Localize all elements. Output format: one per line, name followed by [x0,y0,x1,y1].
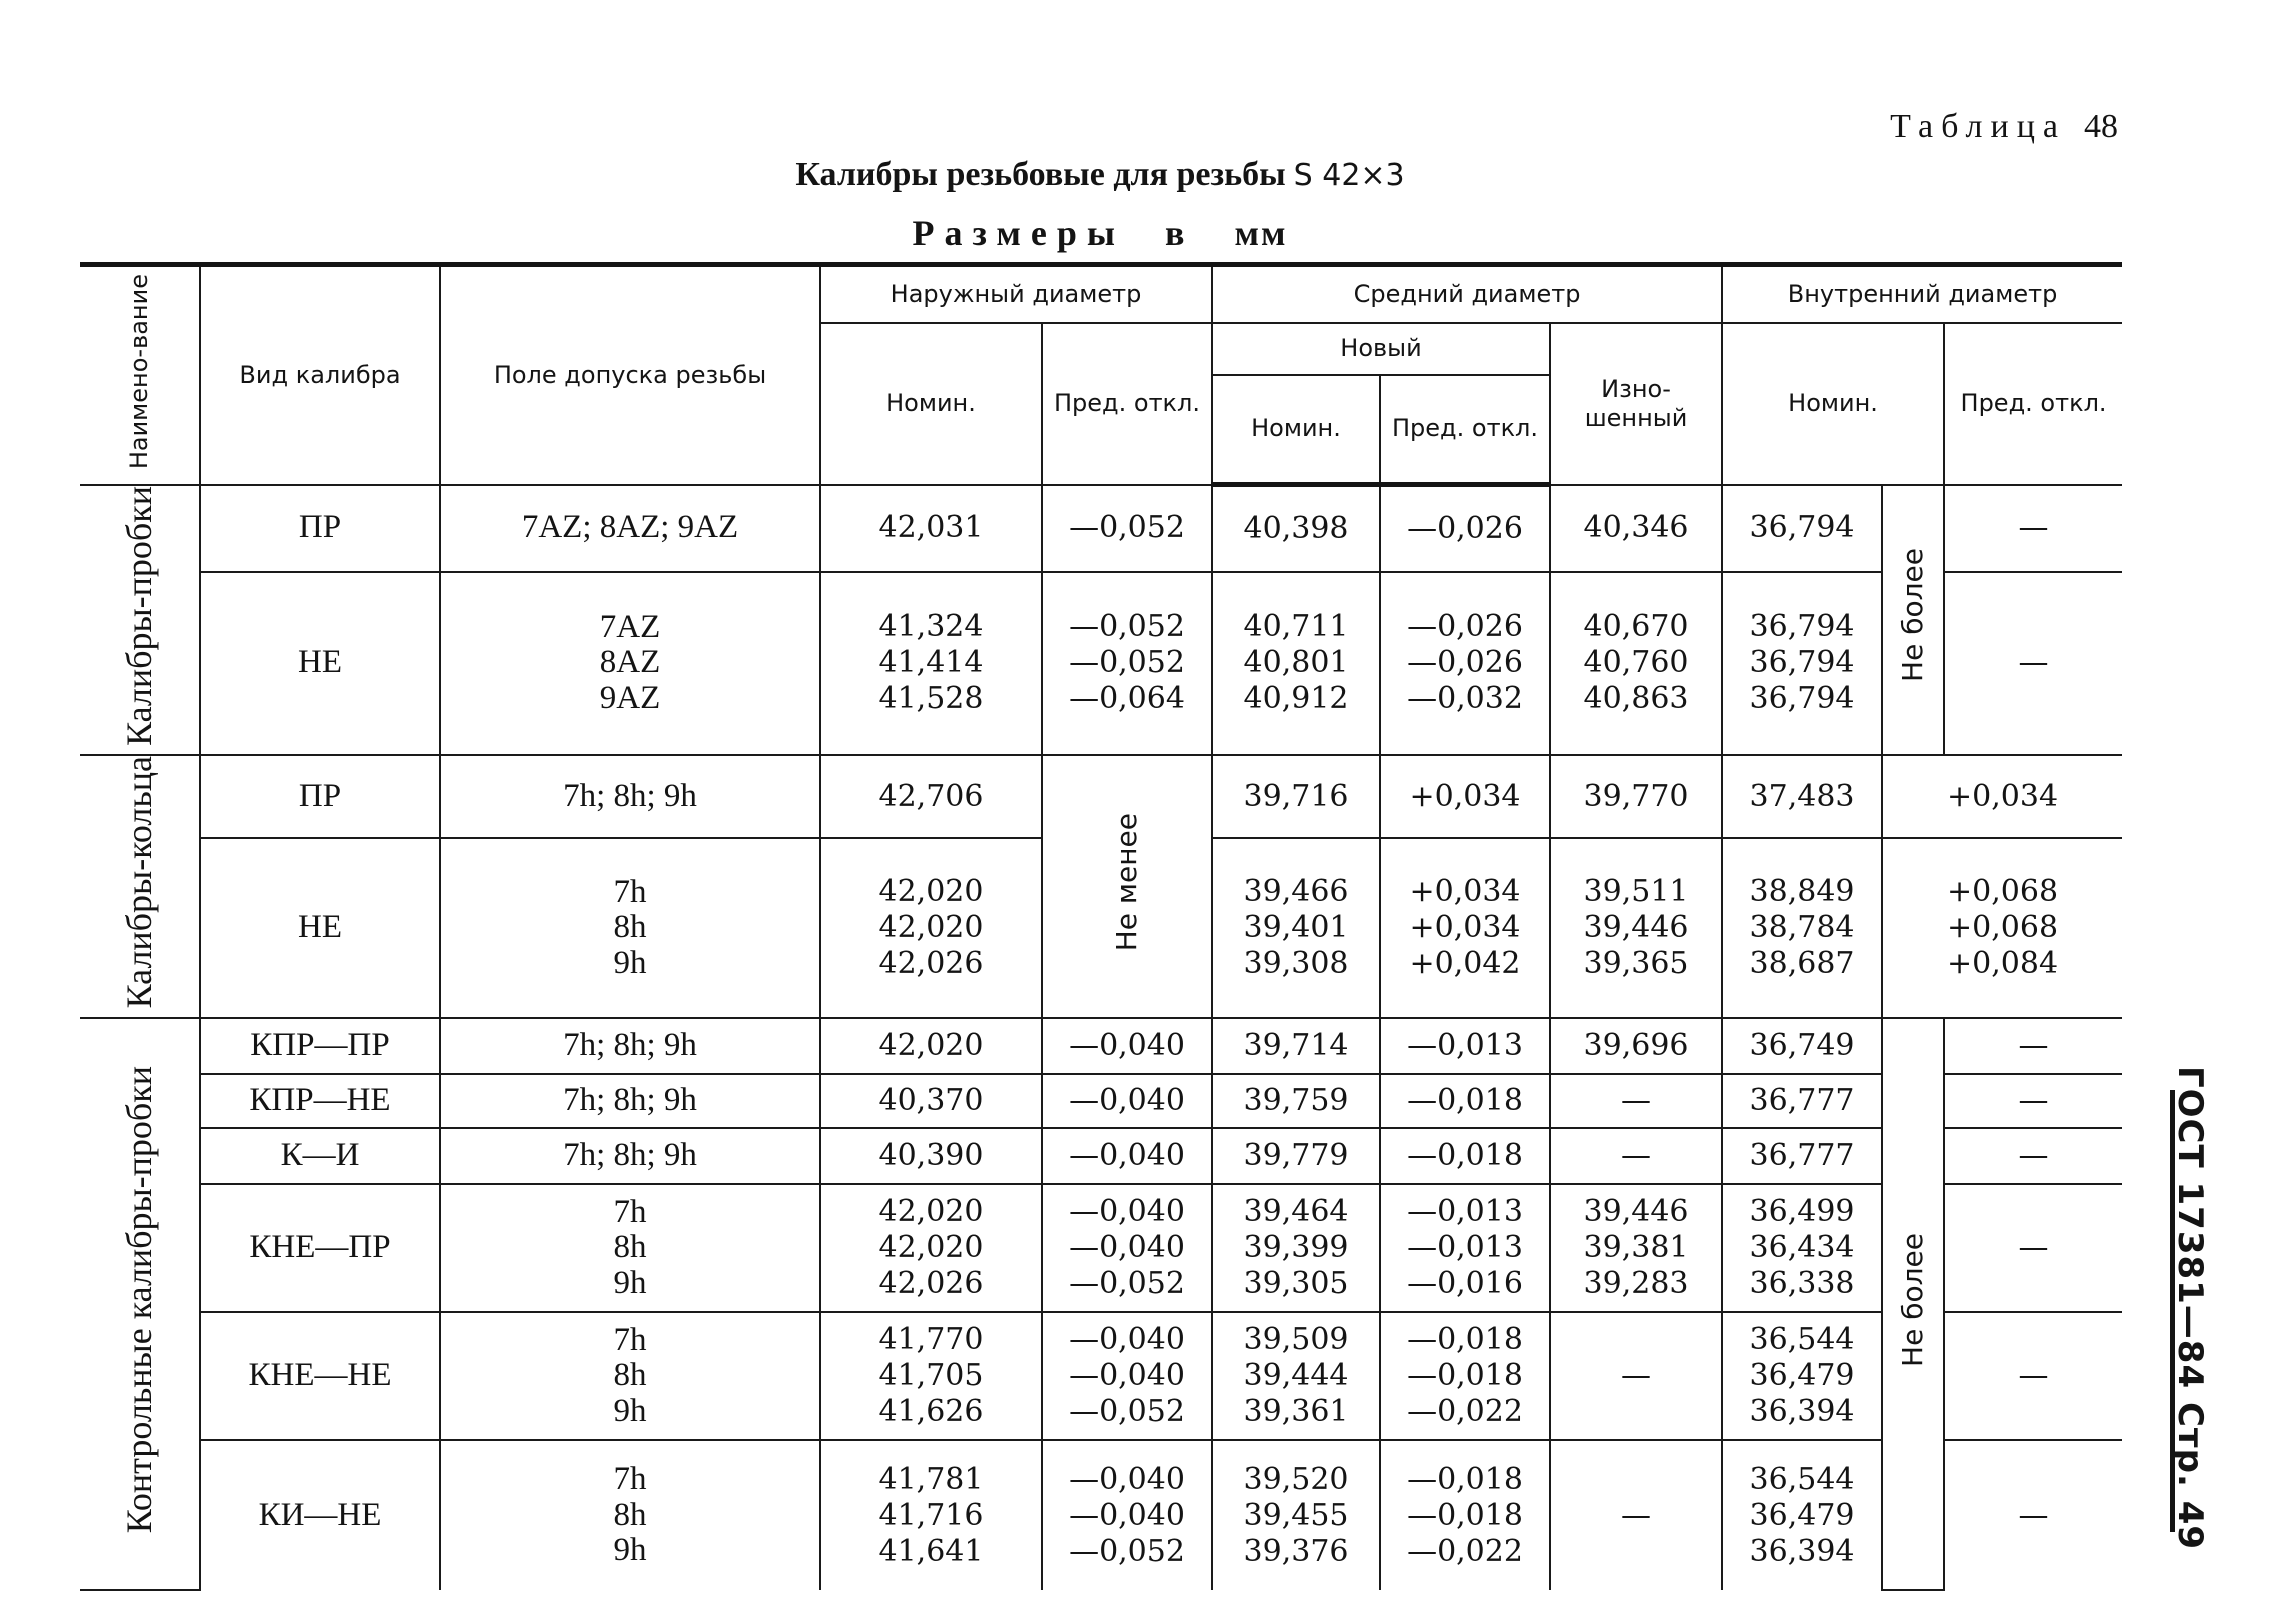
inner-deviation: +0,034 [1882,755,2122,838]
tolerance-field: 7h 8h 9h [440,1440,820,1590]
pitch-worn: — [1550,1074,1722,1128]
pitch-worn: 39,511 39,446 39,365 [1550,838,1722,1018]
units-value: мм [1234,213,1288,253]
outer-deviation: —0,040 —0,040 —0,052 [1042,1440,1212,1590]
pitch-new-nominal-header: Номин. [1212,375,1380,485]
inner-nominal: 36,499 36,434 36,338 [1722,1184,1882,1312]
pitch-worn: 40,670 40,760 40,863 [1550,572,1722,756]
group-control-plugs: Контрольные калибры-пробки [80,1018,200,1590]
pitch-worn: 39,770 [1550,755,1722,838]
outer-nominal: 40,390 [820,1128,1042,1184]
inner-nominal: 36,544 36,479 36,394 [1722,1312,1882,1440]
pitch-deviation: —0,018 [1380,1128,1550,1184]
table-row [80,1312,2122,1440]
pitch-nominal: 39,464 39,399 39,305 [1212,1184,1380,1312]
tolerance-field: 7h 8h 9h [440,1184,820,1312]
pitch-deviation: —0,018 —0,018 —0,022 [1380,1440,1550,1590]
outer-nominal: 41,770 41,705 41,626 [820,1312,1042,1440]
table-number-label [1890,108,2118,146]
pitch-deviation: —0,013 —0,013 —0,016 [1380,1184,1550,1312]
outer-nominal: 40,370 [820,1074,1042,1128]
note-max-control: Не более [1882,1018,1944,1590]
gauges-table [80,262,2122,1591]
inner-deviation: +0,068 +0,068 +0,084 [1882,838,2122,1018]
gauge-type: ПР [200,485,440,572]
inner-deviation: — [1944,1440,2122,1590]
pitch-deviation: —0,026 —0,026 —0,032 [1380,572,1550,756]
inner-deviation: — [1944,572,2122,756]
note-max-plugs: Не более [1882,485,1944,756]
pitch-worn: 39,696 [1550,1018,1722,1074]
gauge-type: КНЕ—ПР [200,1184,440,1312]
pitch-worn: 40,346 [1550,485,1722,572]
inner-deviation: — [1944,1074,2122,1128]
inner-deviation: — [1944,1184,2122,1312]
pitch-new-deviation-header: Пред. откл. [1380,375,1550,485]
pitch-nominal: 39,759 [1212,1074,1380,1128]
inner-nominal: 36,794 36,794 36,794 [1722,572,1882,756]
pitch-nominal: 39,714 [1212,1018,1380,1074]
outer-deviation: —0,052 [1042,485,1212,572]
table-row [80,572,2122,756]
table-number: 48 [2084,108,2118,145]
inner-nominal: 36,777 [1722,1074,1882,1128]
col-name-header: Наимено-вание [80,265,200,485]
outer-deviation: —0,040 [1042,1018,1212,1074]
group-rings: Калибры-кольца [80,755,200,1018]
units-word: Размеры [912,213,1126,253]
note-min-rings: Не менее [1042,755,1212,1018]
table-row [80,755,2122,838]
outer-nominal-header: Номин. [820,323,1042,485]
pitch-deviation: —0,013 [1380,1018,1550,1074]
units-preposition: в [1165,213,1195,253]
pitch-deviation: —0,026 [1380,485,1550,572]
tolerance-field: 7h; 8h; 9h [440,1018,820,1074]
gauge-type: КИ—НЕ [200,1440,440,1590]
gauge-type: НЕ [200,838,440,1018]
pitch-nominal: 39,520 39,455 39,376 [1212,1440,1380,1590]
inner-deviation-header: Пред. откл. [1944,323,2122,485]
outer-deviation-header: Пред. откл. [1042,323,1212,485]
table-row [80,1018,2122,1074]
inner-nominal: 38,849 38,784 38,687 [1722,838,1882,1018]
inner-nominal-header: Номин. [1722,323,1944,485]
gauge-type: КНЕ—НЕ [200,1312,440,1440]
col-outer-diameter-header: Наружный диаметр [820,265,1212,323]
outer-nominal: 42,020 42,020 42,026 [820,1184,1042,1312]
gauge-type: КПР—ПР [200,1018,440,1074]
tolerance-field: 7h 8h 9h [440,1312,820,1440]
gauge-type: К—И [200,1128,440,1184]
outer-nominal: 41,781 41,716 41,641 [820,1440,1042,1590]
gauge-type: НЕ [200,572,440,756]
pitch-new-header: Новый [1212,323,1550,375]
gauge-type: КПР—НЕ [200,1074,440,1128]
pitch-worn: — [1550,1312,1722,1440]
col-tolerance-field-header: Поле допуска резьбы [440,265,820,485]
pitch-nominal: 39,716 [1212,755,1380,838]
inner-nominal: 36,544 36,479 36,394 [1722,1440,1882,1590]
thread-designation: S 42×3 [1293,158,1405,193]
outer-deviation: —0,040 —0,040 —0,052 [1042,1312,1212,1440]
outer-nominal: 42,706 [820,755,1042,838]
outer-deviation: —0,040 [1042,1074,1212,1128]
col-pitch-diameter-header: Средний диаметр [1212,265,1722,323]
tolerance-field: 7AZ; 8AZ; 9AZ [440,485,820,572]
tolerance-field: 7h; 8h; 9h [440,1128,820,1184]
outer-deviation: —0,040 [1042,1128,1212,1184]
standard-number: ГОСТ 17381—84 Стр. 49 [2170,1065,2210,1551]
pitch-deviation: —0,018 [1380,1074,1550,1128]
table-row [80,485,2122,572]
inner-deviation: — [1944,1312,2122,1440]
pitch-nominal: 39,509 39,444 39,361 [1212,1312,1380,1440]
table-row [80,1184,2122,1312]
inner-nominal: 37,483 [1722,755,1882,838]
inner-nominal: 36,777 [1722,1128,1882,1184]
title-text: Калибры резьбовые для резьбы [795,156,1286,193]
tolerance-field: 7AZ 8AZ 9AZ [440,572,820,756]
inner-deviation: — [1944,1018,2122,1074]
tolerance-field: 7h; 8h; 9h [440,1074,820,1128]
inner-nominal: 36,794 [1722,485,1882,572]
pitch-worn: — [1550,1440,1722,1590]
inner-deviation: — [1944,485,2122,572]
table-row [80,1074,2122,1128]
outer-nominal: 42,031 [820,485,1042,572]
outer-nominal: 41,324 41,414 41,528 [820,572,1042,756]
pitch-deviation: +0,034 +0,034 +0,042 [1380,838,1550,1018]
pitch-nominal: 40,398 [1212,485,1380,572]
tolerance-field: 7h; 8h; 9h [440,755,820,838]
pitch-deviation: +0,034 [1380,755,1550,838]
outer-deviation: —0,052 —0,052 —0,064 [1042,572,1212,756]
inner-nominal: 36,749 [1722,1018,1882,1074]
pitch-worn: — [1550,1128,1722,1184]
standard-footer [2150,1065,2230,1551]
outer-deviation: —0,040 —0,040 —0,052 [1042,1184,1212,1312]
table-label: Таблица [1890,108,2066,145]
outer-nominal: 42,020 42,020 42,026 [820,838,1042,1018]
group-plugs: Калибры-пробки [80,485,200,756]
col-gauge-type-header: Вид калибра [200,265,440,485]
gauge-type: ПР [200,755,440,838]
table-row [80,1440,2122,1590]
pitch-nominal: 39,466 39,401 39,308 [1212,838,1380,1018]
col-inner-diameter-header: Внутренний диаметр [1722,265,2122,323]
tolerance-field: 7h 8h 9h [440,838,820,1018]
units-caption [0,212,2200,254]
pitch-worn-header: Изно-шенный [1550,323,1722,485]
pitch-nominal: 39,779 [1212,1128,1380,1184]
table-row [80,1128,2122,1184]
outer-nominal: 42,020 [820,1018,1042,1074]
pitch-deviation: —0,018 —0,018 —0,022 [1380,1312,1550,1440]
pitch-nominal: 40,711 40,801 40,912 [1212,572,1380,756]
inner-deviation: — [1944,1128,2122,1184]
pitch-worn: 39,446 39,381 39,283 [1550,1184,1722,1312]
page-title [0,156,2200,194]
